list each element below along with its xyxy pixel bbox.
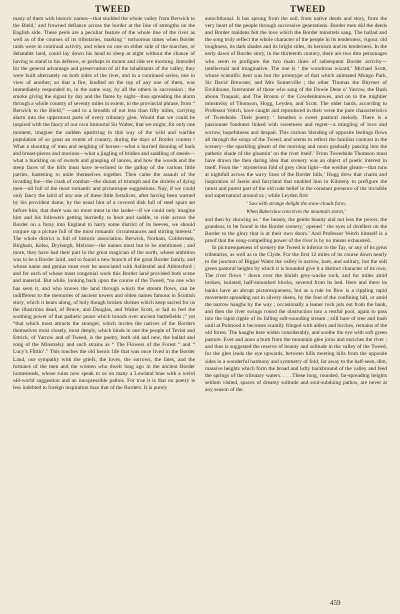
page-number: 459 (330, 599, 341, 607)
right-column (205, 16, 387, 594)
right-column-paragraph: and then by showing us ‘ the beauty, the gentle beauty and not less the power, the grandeur, to be found in the Border scenery,’ opened ‘ the eyes of dwellers on the Border to the glory that is at their own doors.’ And Professor Veitch himself is a proof that the song-compelling power of the river is by no means exhausted. (205, 216, 387, 244)
left-column-paragraph: many of them with historic names—that studded the whole valley from Berwick to the Bield,’ and frowned defiance across the border at the line of strengths on the English side. These peels are a peculiar feature of the whole line of the river as well as of the courses of its tributaries, marking ‘ torluorous times when Border raids were in continual activity, and when no one on either side of the marches, or debatable land, could lay down his head to sleep at night without the chance of having to stand to his defence, or perhaps to mount and ride ere morning. Intended for the general advantage and preservation of all the inhabitants of the valley, they were built alternately on both sides of the river, and in a continued series, one in view of another; so that a fire, kindled on the top of any one of them, was immediately responded to, in the same way, by all the others in succession ; the smoke giving the signal by day and the flame by night—thus spreading the alarm through a whole country of seventy miles in extent, to the provincial phrase, from “ Berwick to the Bield,” —and to a breadth of not less than fifty miles, carrying alarm into the uppermost parts of every tributary glen. Would that we could be inspired with the fancy of our own immortal Sir Walter, that we might, for only one moment, imagine the sudden upstirring in this way of the wild and warlike population of so great an extent of country, during the days of Border contest ! What a shouting of men and neighing of horses—what a hurried donning of back and breast-pieces and morions—what a jingling of bridles and saddling of steeds—what a buckling on of swords and grasping of lances, and how the woods and the steep faces of the hills must have re-echoed to the gallop of the various little parties, hastening to unite themselves together. Then came the assault of the invading foe—the crash of combat—the shouts of triumph and the shrieks of dying men—all full of the most romantic and picturesque suggestions. Nay, if we could only fancy the laird of any one of these little fortalices, after having been warned by his provident dame, by the usual hint of a covered dish full of steel spurs set before him, that there was no more meat in the larder—if we could only imagine him and his followers getting hurriedly to boot and saddle, to ride across the Border on a foray into England to harry some district of its beeves, we should conjure up a picture full of the most romantic circumstances and stirring interest.” The whole district is full of historic association. Berwick, Norham, Coldstream, Birgham, Kelso, Dryburgh, Melrose—the names must but to be mentioned ; and more, they have had their part in the great magician of the north, whose ambition was to be a Border laird, and to found a new branch of the great Border family, and whose name and genius must ever be associated with Ashiestiel and Abbotsford ; and for each of whose most congenial work this Border land provided both scene and material. But while, looking back upon the course of the Tweed, “no one who has seen it, and who knows the land through which the stream flows, can be indifferent to the memories of ancient towers and olden names famous in Scottish story, which it bears along, of holy though broken shrines which keep sacred for us the illustrious dead, of Bruce, and Douglas, and Walter Scott, or fail to feel the soothing power of that pathetic peace which broods over ancient battlefields ;” yet “that which most attracts the stranger, which invites the natives of the Borders themselves most closely, most deeply, which binds in one the people of Teviot and Ettrick, of Yarrow and of Tweed, is the poetry, both old and new, the ballad and song of the Minstrelsy and such strains as “ The Flowers of the Forest ” and “ Lucy’s Flittin’.” This touches the old heroic life that was once lived in the Border Land, our sympathy with the griefs, the loves, the sorrows, the fates, and the fortunes of the men and the women who dwelt long ago in the ancient Border homesteads, whose ruins now speak to us on many a Lowland brae with a weird old-world suggestion and an inexpressible pathos. For true it is that no poetry is less indebted to foreign inspiration than that of the Borders. It is purely (13, 16, 195, 391)
verse-line: ‘ Saw with strange delight the snow-clouds form, (246, 201, 346, 208)
verse-line: When Ruberslaw conceives the mountain storm,’ (246, 208, 346, 215)
right-column-paragraph: autochthonal. It has sprung from the soil, from native deeds and story, from the very heart of the people through successive generations. Border men did the deeds and Border maidens felt the love which the Border minstrels sang. The ballad and the song truly reflect the whole character of the people in its tenderness, vigour, old toughness, its dark shades and its bright sides, its heroism and its tenderness. In the early dawn of Border story, in the thirteenth century, there are two dim personages who seem to prefigure the two main lines of subsequent Border activity—intellectual and imaginative. The one is ‘ the wondrous wizard,’ Michael Scott, whose scientific bent was but the prototype of that which animated Mungo Park, Sir David Brewster, and Mrs Somerville ; the other Thomas the Rhymer of Ercildoune, forerunner of those who sang of the Dowie Dens o’ Yarrow, the Bush aboon Traquair, and The Broom o’ the Cowdenknowes, and on to the mightier minstrelsy of Thomson, Hogg, Leyden, and Scott. The older bards, according to Professor Veitch, have caught and reproduced in their verse the pure characteristics of Tweedside. Their poetry ‘ breathes a sweet pastoral melody. There is a passionate fondness linked with sweetness and regret—a mingling of love and sorrow, hopefulness and despair. This curious blending of opposite feelings flows all through the songs of the Tweed, and seems to reflect the familiar contrast in the scenery—the sparkling gleam of the morning and noon gradually passing into the pathetic shade of the gloamin’ on the river itself.’ From Tweedside Thomson must have drawn the then daring idea that scenery was an object of poetic interest in itself. From the ‘ mysterious fold of grey clear light—the weither gleam—that runs at nightfall across the wavy lines of the Border hills,’ Hogg drew that charm and inspiration of faerie and fairyland that enabled him in Kilmeny to prefigure the rarest and purest part of the old rude belief in the constant presence of the invisible and supernatural around us ; while Leyden first (205, 16, 387, 200)
verse-quote (205, 201, 387, 215)
running-header-left: TWEED (95, 4, 131, 14)
running-header-right: TWEED (290, 4, 326, 14)
right-column-paragraph: In picturesqueness of scenery the Tweed is inferior to the Tay, or any of its great tributaries, as well as to the Clyde. For the first 12 miles of its course down nearly to the junction of Biggar Water the valley is narrow, bare, and solitary, but the soft green pastoral heights by which it is bounded give it a distinct character of its own. The river flows ‘ down over the bluish grey-wacke rock, and for miles amid broken, isolated, half-smoothed blocks, severed from its bed. Here and there its banks have an abrupt picturesqueness, but as a rule its flow is a rippling rapid movement spreading out in silvery sheen, by the foot of the confining hill, or amid the narrow haughs by the way ; occasionally a leaner rock juts out from the bank, and then the river swings round the obstruction into a restful pool, again to pass into the rapid ripple of its falling soft-sounding stream ; still bare of tree and bush until at Polmood it becomes scantily fringed with alders and birches, remains of the old forest. The haughs here widen considerably, and soothe the eye with soft green pasture. Ever and anon a burn from the mountain glen joins and enriches the river ; and thus is suggested the reserve of beauty and solitude in the valley of the Tweed, for the glen leads the eye upwards, between hills meeting hills from the opposite sides in a wonderful harmony and symmetry of fold, far away to the half-seen, dim, massive heights which form the broad and lofty backbround of the valley and feed the springs of the tributary waters. . . . These long, rounded, far-spreading heights seldom visited, spaces of dreamy solitude and soul-subduing pathos, are never at any season of the (205, 245, 387, 393)
left-column (13, 16, 195, 594)
